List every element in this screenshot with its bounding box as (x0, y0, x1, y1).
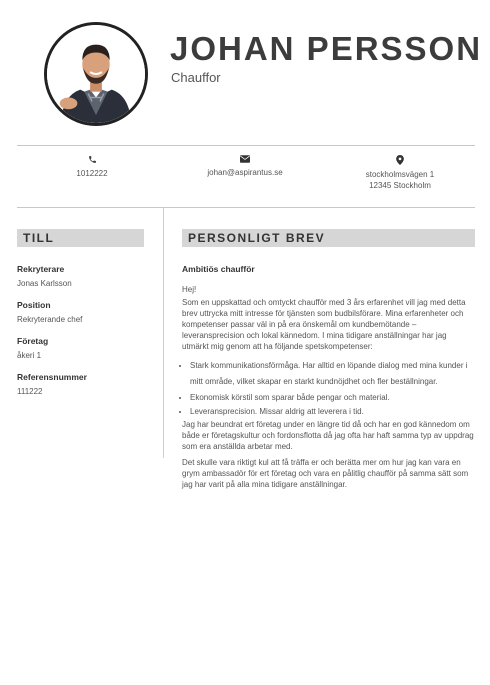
candidate-title: Chauffor (171, 70, 221, 85)
letter-subject: Ambitiös chaufför (182, 264, 255, 274)
map-pin-icon (396, 155, 404, 165)
profile-photo-illustration (47, 25, 145, 123)
list-item: • Leveransprecision. Missar aldrig att leverera i tid. (190, 406, 474, 417)
contact-address (340, 155, 460, 191)
phone-icon (88, 155, 97, 164)
recipient-details (17, 264, 157, 408)
address-line-2: 12345 Stockholm (369, 181, 431, 190)
recipient-label-position: Position (17, 300, 51, 310)
phone-number: 1012222 (76, 169, 108, 178)
list-item: • Ekonomisk körstil som sparar både pengar och material. (190, 390, 474, 406)
recipient-label-recruiter: Rekryterare (17, 264, 65, 274)
recipient-label-company: Företag (17, 336, 49, 346)
recipient-value-reference: 111222 (17, 387, 43, 396)
contact-divider-top (17, 145, 475, 146)
recipient-heading: TILL (17, 229, 144, 247)
letter-heading: PERSONLIGT BREV (182, 229, 475, 247)
contact-divider-bottom (17, 207, 475, 208)
profile-photo (44, 22, 148, 126)
letter-intro: Som en uppskattad och omtyckt chaufför med 3 års erfarenhet vill jag med detta brev uttrycka mitt intresse för tjänsten som budbilsförare. Mina erfarenheter och kompetenser passar väl in på era önskemål om kundbemötande – leveransprecision och lokal kännedom. I mina tidigare anställningar har jag utmärkt mig genom att ha följande spetskompetenser: (182, 298, 466, 351)
envelope-icon (240, 155, 250, 163)
recipient-value-position: Rekryterande chef (17, 315, 83, 324)
skills-list (182, 358, 474, 417)
contact-phone (52, 155, 132, 179)
recipient-label-reference: Referensnummer (17, 372, 87, 382)
candidate-name: JOHAN PERSSON (170, 30, 483, 67)
email-address: johan@aspirantus.se (207, 168, 283, 177)
letter-body (182, 264, 474, 492)
address-line-1: stockholmsvägen 1 (365, 170, 435, 179)
list-item: • Stark kommunikationsförmåga. Har alltid en löpande dialog med mina kunder i mitt område, vilket skapar en starkt kundnöjdhet och fler beställningar. (190, 358, 474, 390)
contact-email (190, 155, 300, 178)
letter-greeting: Hej! (182, 285, 197, 294)
letter-paragraph-2: Jag har beundrat ert företag under en längre tid då och har en god kännedom om både er företagskultur och fordonsflotta då jag ofta har haft samma typ av uppdrag som era anställda arbetar med. (182, 420, 474, 451)
recipient-value-company: åkeri 1 (17, 351, 42, 360)
column-divider (163, 208, 164, 458)
recipient-value-recruiter: Jonas Karlsson (17, 279, 72, 288)
letter-paragraph-3: Det skulle vara riktigt kul att få träffa er och berätta mer om hur jag kan vara en grym ambassadör för ert företag och vara en pålitlig chaufför på samma sätt som jag har varit på alla mina tidigare anställningar. (182, 458, 469, 489)
